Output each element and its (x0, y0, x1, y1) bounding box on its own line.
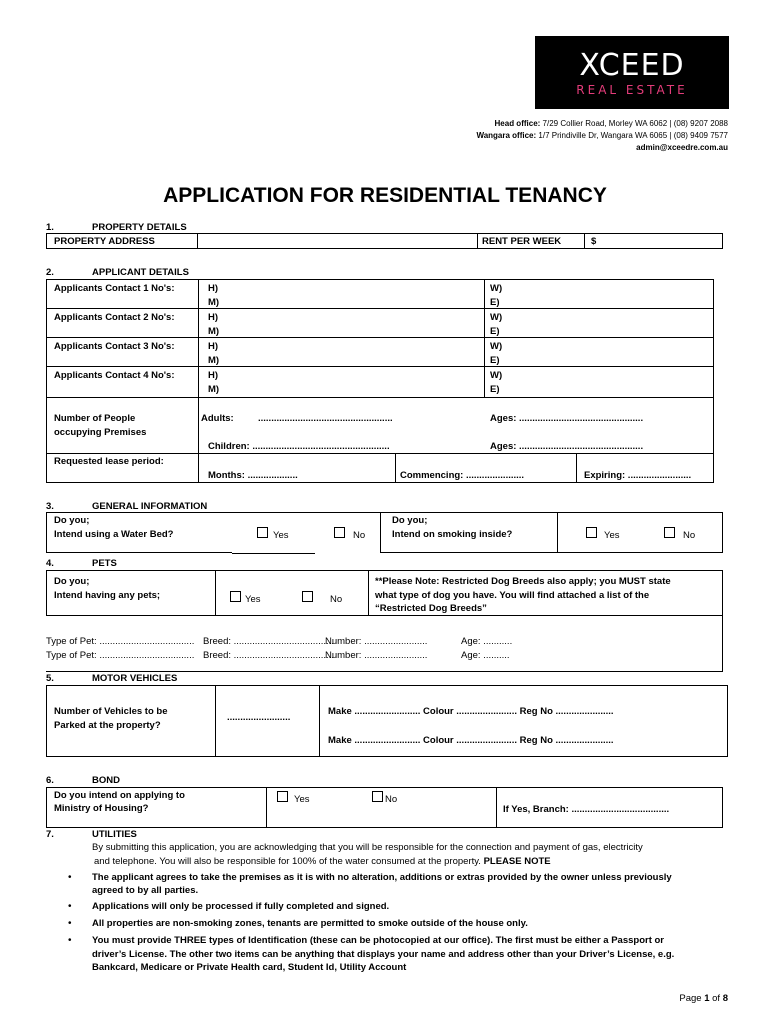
contact-4-label: Applicants Contact 4 No's: (54, 370, 175, 381)
rent-dollar-field[interactable]: $ (591, 236, 597, 247)
section-2-heading: APPLICANT DETAILS (92, 267, 189, 278)
lease-commencing-field[interactable]: Commencing: ...................... (400, 470, 525, 481)
contact-3-label: Applicants Contact 3 No's: (54, 341, 175, 352)
contact-4-home[interactable]: H) (208, 370, 219, 381)
contact-3-work[interactable]: W) (490, 341, 503, 352)
contact-1-home[interactable]: H) (208, 283, 219, 294)
bullet-2-line-1: Applications will only be processed if fully completed and signed. (92, 901, 390, 912)
bond-question-line-2: Ministry of Housing? (54, 803, 149, 814)
bullet-4-line-2: driver’s License. The other two items can be anything that displays your name and address other than your Driver’s License, e.g. (92, 949, 675, 960)
section-1-number: 1. (46, 222, 54, 233)
section-4-heading: PETS (92, 558, 117, 569)
adults-label: Adults: (201, 413, 234, 424)
head-office-address: 7/29 Collier Road, Morley WA 6062 | (08) 9207 2088 (542, 119, 728, 128)
waterbed-no-label: No (353, 530, 366, 541)
logo-main-text: XCEED (579, 48, 685, 83)
pets-question-line-1: Do you; (54, 576, 90, 587)
pets-yes-checkbox[interactable] (230, 591, 241, 602)
adults-ages-field[interactable]: Ages: ............................................... (490, 413, 644, 424)
bullet-1-line-2: agreed to by all parties. (92, 885, 199, 896)
pets-question-line-2: Intend having any pets; (54, 590, 161, 601)
section-2-number: 2. (46, 267, 54, 278)
contact-1-label: Applicants Contact 1 No's: (54, 283, 175, 294)
dog-breeds-note-line-2: what type of dog you have. You will find attached a list of the (375, 590, 650, 601)
section-3-number: 3. (46, 501, 54, 512)
contact-3-home[interactable]: H) (208, 341, 219, 352)
smoking-question-line-2: Intend on smoking inside? (392, 529, 513, 540)
contact-4-email[interactable]: E) (490, 384, 500, 395)
contact-1-email[interactable]: E) (490, 297, 500, 308)
contact-2-work[interactable]: W) (490, 312, 503, 323)
bond-yes-checkbox[interactable] (277, 791, 288, 802)
section-3-heading: GENERAL INFORMATION (92, 501, 208, 512)
section-7-number: 7. (46, 829, 54, 840)
xceed-logo (535, 36, 729, 109)
pet-1-type-field[interactable]: Type of Pet: .................................... (46, 636, 195, 647)
pets-yes-label: Yes (245, 594, 261, 605)
waterbed-no-checkbox[interactable] (334, 527, 345, 538)
people-label-line-1: Number of People (54, 413, 136, 424)
children-field[interactable]: Children: .................................................... (208, 441, 390, 452)
lease-expiring-field[interactable]: Expiring: ........................ (584, 470, 692, 481)
dog-breeds-note-line-3: “Restricted Dog Breeds” (375, 603, 487, 614)
rent-per-week-label: RENT PER WEEK (482, 236, 562, 247)
page-number: 1 (704, 993, 710, 1004)
people-label-line-2: occupying Premises (54, 427, 147, 438)
waterbed-question-line-1: Do you; (54, 515, 90, 526)
section-4-number: 4. (46, 558, 54, 569)
bullet-2-marker: • (68, 901, 72, 912)
page-total: 8 (722, 993, 728, 1004)
smoking-yes-checkbox[interactable] (586, 527, 597, 538)
bullet-3-line-1: All properties are non-smoking zones, tenants are permitted to smoke outside of the house only. (92, 918, 528, 929)
contact-2-home[interactable]: H) (208, 312, 219, 323)
contact-2-label: Applicants Contact 2 No's: (54, 312, 175, 323)
logo-sub-text: REAL ESTATE (576, 83, 688, 97)
page-title: APPLICATION FOR RESIDENTIAL TENANCY (163, 184, 607, 207)
lease-months-field[interactable]: Months: ................... (208, 470, 298, 481)
bullet-1-marker: • (68, 872, 72, 883)
smoking-no-checkbox[interactable] (664, 527, 675, 538)
wangara-office-address: 1/7 Prindiville Dr, Wangara WA 6065 | (08) 9409 7577 (538, 131, 728, 140)
vehicle-1-details-field[interactable]: Make ......................... Colour ....................... Reg No ...................... (328, 706, 614, 717)
property-address-field[interactable] (199, 234, 475, 247)
bond-branch-field[interactable]: If Yes, Branch: ..................................... (503, 804, 670, 815)
pet-2-number-field[interactable]: Number: ........................ (325, 650, 428, 661)
pet-2-age-field[interactable]: Age: .......... (461, 650, 510, 661)
bullet-3-marker: • (68, 918, 72, 929)
please-note-label: PLEASE NOTE (483, 856, 551, 867)
bullet-1-line-1: The applicant agrees to take the premises as it is with no alteration, additions or extras provided by the owner unless previously (92, 872, 672, 883)
wangara-office-line (476, 131, 728, 140)
wangara-office-label: Wangara office: (476, 131, 537, 140)
bond-no-checkbox[interactable] (372, 791, 383, 802)
pet-2-breed-field[interactable]: Breed: ...................................... (203, 650, 334, 661)
bullet-4-marker: • (68, 935, 72, 946)
contact-4-work[interactable]: W) (490, 370, 503, 381)
section-6-heading: BOND (92, 775, 120, 786)
smoking-question-line-1: Do you; (392, 515, 428, 526)
children-ages-field[interactable]: Ages: ............................................... (490, 441, 644, 452)
waterbed-yes-label: Yes (273, 530, 289, 541)
section-6-number: 6. (46, 775, 54, 786)
bond-no-label: No (385, 794, 398, 805)
contact-2-email[interactable]: E) (490, 326, 500, 337)
property-address-label: PROPERTY ADDRESS (54, 236, 155, 247)
bullet-4-line-3: Bankcard, Medicare or Private Health card, Student Id, Utility Account (92, 962, 407, 973)
vehicle-2-details-field[interactable]: Make ......................... Colour ....................... Reg No ...................... (328, 735, 614, 746)
vehicles-label-line-1: Number of Vehicles to be (54, 706, 168, 717)
lease-period-label: Requested lease period: (54, 456, 164, 467)
bond-yes-label: Yes (294, 794, 310, 805)
waterbed-question-line-2: Intend using a Water Bed? (54, 529, 174, 540)
contact-1-work[interactable]: W) (490, 283, 503, 294)
pet-1-age-field[interactable]: Age: ........... (461, 636, 513, 647)
smoking-yes-label: Yes (604, 530, 620, 541)
contact-2-mobile[interactable]: M) (208, 326, 220, 337)
vehicles-label-line-2: Parked at the property? (54, 720, 161, 731)
pets-no-checkbox[interactable] (302, 591, 313, 602)
head-office-line (495, 119, 728, 128)
section-7-heading: UTILITIES (92, 829, 137, 840)
contact-3-mobile[interactable]: M) (208, 355, 220, 366)
utilities-paragraph-text: and telephone. You will also be responsible for 100% of the water consumed at the property. (94, 856, 481, 867)
pets-no-label: No (330, 594, 343, 605)
email-address[interactable]: admin@xceedre.com.au (636, 143, 728, 152)
utilities-paragraph-line-1: By submitting this application, you are acknowledging that you will be responsible for the connection and payment of gas, electricity (92, 842, 643, 853)
head-office-label: Head office: (494, 119, 541, 128)
adults-field[interactable]: ................................................... (258, 413, 393, 424)
bond-question-line-1: Do you intend on applying to (54, 790, 185, 801)
page-word: Page (679, 993, 702, 1004)
dog-breeds-note-line-1: **Please Note: Restricted Dog Breeds also apply; you MUST state (375, 576, 671, 587)
contact-4-mobile[interactable]: M) (208, 384, 220, 395)
waterbed-yes-checkbox[interactable] (257, 527, 268, 538)
pet-1-breed-field[interactable]: Breed: ...................................... (203, 636, 334, 647)
section-5-number: 5. (46, 673, 54, 684)
pet-1-number-field[interactable]: Number: ........................ (325, 636, 428, 647)
page-indicator (679, 993, 728, 1004)
vehicles-count-field[interactable]: ........................ (227, 712, 291, 723)
bullet-4-line-1: You must provide THREE types of Identification (these can be photocopied at our office). The first must be either a Passport or (92, 935, 665, 946)
pet-2-type-field[interactable]: Type of Pet: .................................... (46, 650, 195, 661)
section-5-heading: MOTOR VEHICLES (92, 673, 178, 684)
section-1-heading: PROPERTY DETAILS (92, 222, 187, 233)
of-word: of (712, 993, 721, 1004)
utilities-paragraph-line-2 (94, 856, 551, 867)
contact-3-email[interactable]: E) (490, 355, 500, 366)
contact-1-mobile[interactable]: M) (208, 297, 220, 308)
smoking-no-label: No (683, 530, 696, 541)
